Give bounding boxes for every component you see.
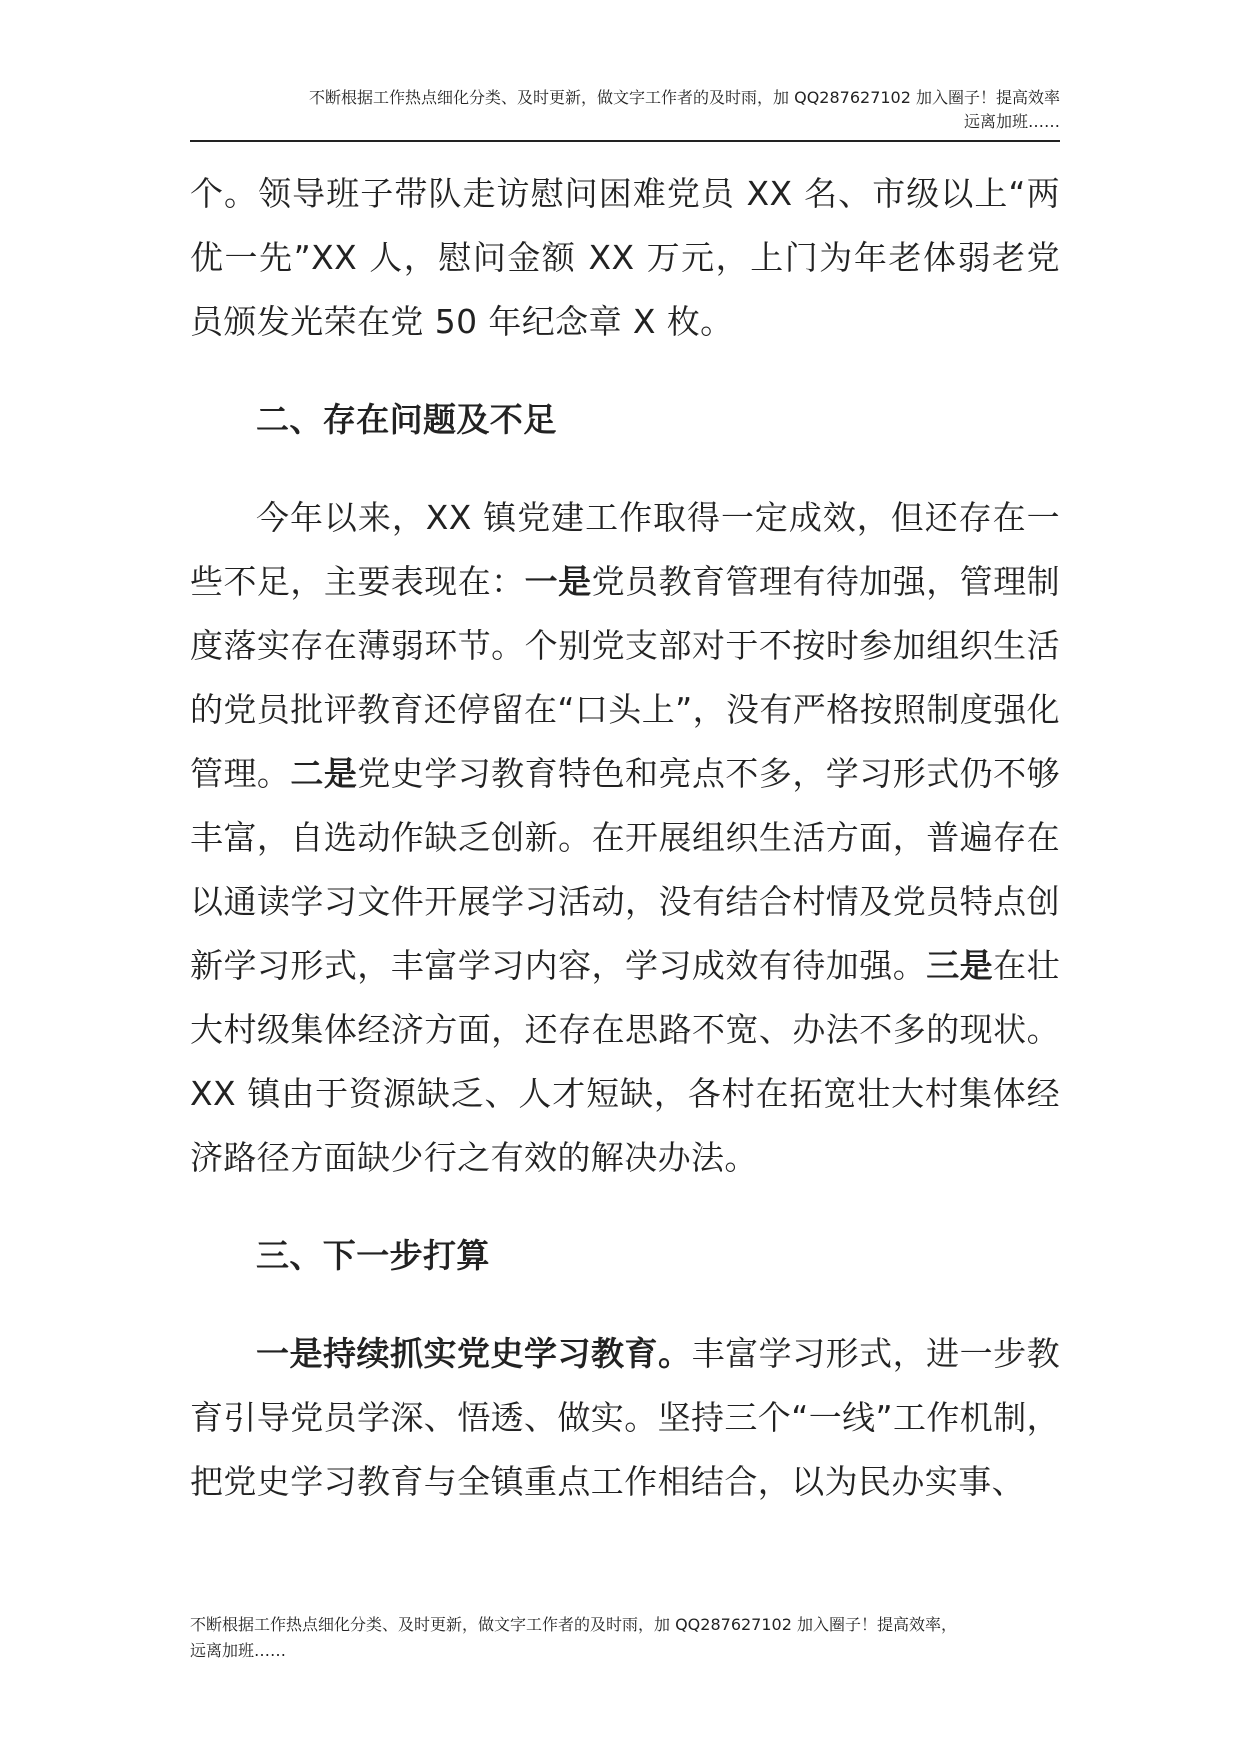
header-divider — [190, 140, 1060, 142]
problem-1-label: 一是 — [524, 562, 592, 601]
problems-intro: 今年以来，XX 镇党建工作取得一定成效，但还存在一些不足，主要表现在： — [190, 498, 1060, 601]
page-footer — [190, 1612, 1060, 1664]
document-body — [190, 162, 1060, 1514]
header-line-2: 远离加班…… — [963, 112, 1060, 131]
header-line-1: 不断根据工作热点细化分类、及时更新，做文字工作者的及时雨，加 QQ287627102 加入圈子！提高效率 — [309, 88, 1060, 107]
section-heading-next-steps: 三、下一步打算 — [256, 1236, 490, 1275]
continued-paragraph: 个。领导班子带队走访慰问困难党员 XX 名、市级以上“两优一先”XX 人，慰问金额 XX 万元，上门为年老体弱老党员颁发光荣在党 50 年纪念章 X 枚。 — [190, 174, 1060, 341]
page-header — [190, 86, 1060, 134]
plan-paragraph — [190, 1322, 1060, 1514]
plan-1-label: 一是持续抓实党史学习教育。 — [256, 1334, 692, 1373]
problem-2-label: 二是 — [290, 754, 358, 793]
footer-line-1: 不断根据工作热点细化分类、及时更新，做文字工作者的及时雨，加 QQ287627102 加入圈子！提高效率， — [190, 1615, 957, 1634]
problem-3-label: 三是 — [926, 946, 994, 985]
problems-paragraph — [190, 486, 1060, 1190]
problem-3-text: 在壮大村级集体经济方面，还存在思路不宽、办法不多的现状。XX 镇由于资源缺乏、人才短缺，各村在拓宽壮大村集体经济路径方面缺少行之有效的解决办法。 — [190, 946, 1060, 1177]
footer-line-2: 远离加班…… — [190, 1641, 287, 1660]
problem-2-text: 党史学习教育特色和亮点不多，学习形式仍不够丰富，自选动作缺乏创新。在开展组织生活方面，普遍存在以通读学习文件开展学习活动，没有结合村情及党员特点创新学习形式，丰富学习内容，学习成效有待加强。 — [190, 754, 1060, 985]
problem-1-text: 党员教育管理有待加强，管理制度落实存在薄弱环节。个别党支部对于不按时参加组织生活的党员批评教育还停留在“口头上”，没有严格按照制度强化管理。 — [190, 562, 1060, 793]
plan-1-text: 丰富学习形式，进一步教育引导党员学深、悟透、做实。坚持三个“一线”工作机制，把党史学习教育与全镇重点工作相结合，以为民办实事、 — [190, 1334, 1061, 1501]
section-heading-problems: 二、存在问题及不足 — [256, 400, 557, 439]
